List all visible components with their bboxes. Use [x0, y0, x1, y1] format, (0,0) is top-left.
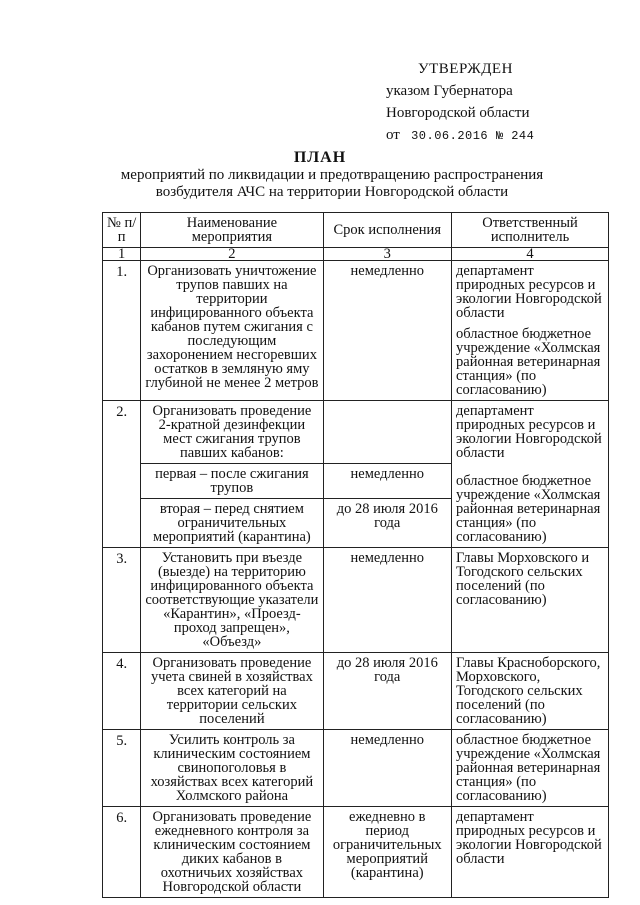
row-responsible [452, 653, 609, 730]
plan-subtitle [0, 167, 640, 201]
row-responsible [452, 401, 609, 548]
responsible-entry: областное бюджетное учреждение «Холмская районная ветеринарная станция» (по согласованию) [456, 326, 601, 398]
header-responsible: Ответственный исполнитель [452, 213, 609, 248]
table-header-row [103, 213, 609, 248]
approval-date-line [386, 124, 534, 147]
row-number: 3. [103, 548, 141, 653]
column-numbers-row [103, 248, 609, 261]
row-responsible [452, 261, 609, 401]
row-activity: Организовать проведение ежедневного контроля за клиническим состоянием диких кабанов в охотничьих хозяйствах Новгородской области [141, 807, 323, 898]
row-responsible [452, 548, 609, 653]
responsible-entry: Главы Красноборского, Морховского, Тогодского сельских поселений (по согласованию) [456, 655, 601, 727]
header-num: № п/п [103, 213, 141, 248]
row-deadline [323, 401, 452, 464]
approval-block [386, 58, 534, 147]
table-row [103, 807, 609, 898]
table-row [103, 653, 609, 730]
plan-subtitle-line-2: возбудителя АЧС на территории Новгородской области [155, 184, 509, 200]
responsible-entry: областное бюджетное учреждение «Холмская районная ветеринарная станция» (по согласованию) [456, 732, 601, 804]
approval-from: от [386, 127, 400, 143]
row-deadline: ежедневно в период ограничительных мероприятий (карантина) [323, 807, 452, 898]
row-number: 2. [103, 401, 141, 548]
plan-subtitle-line-1: мероприятий по ликвидации и предотвращению распространения [120, 167, 544, 183]
subrow-activity: первая – после сжигания трупов [141, 464, 323, 499]
table-row [103, 548, 609, 653]
row-deadline: немедленно [323, 730, 452, 807]
row-deadline: немедленно [323, 548, 452, 653]
row-activity: Установить при въезде (выезде) на территорию инфицированного объекта соответствующие указатели «Карантин», «Проезд-проход запрещен», «Объезд» [141, 548, 323, 653]
row-activity: Усилить контроль за клиническим состоянием свинопоголовья в хозяйствах всех категорий Холмского района [141, 730, 323, 807]
responsible-entry: департамент природных ресурсов и экологии Новгородской области [456, 403, 602, 461]
column-number: 4 [452, 248, 609, 261]
table-row [103, 401, 609, 464]
responsible-entry: департамент природных ресурсов и экологии Новгородской области [456, 809, 602, 867]
plan-title: ПЛАН [293, 149, 347, 166]
row-activity: Организовать уничтожение трупов павших на территории инфицированного объекта кабанов путем сжигания с последующим захоронением несгоревших остатков в земляную яму глубиной не менее 2 метров [141, 261, 323, 401]
approval-line-1: указом Губернатора [386, 83, 513, 99]
approval-line-2: Новгородской области [386, 105, 530, 121]
row-number: 6. [103, 807, 141, 898]
header-deadline: Срок исполнения [323, 213, 452, 248]
row-deadline: немедленно [323, 261, 452, 401]
column-number: 3 [323, 248, 452, 261]
subrow-activity: вторая – перед снятием ограничительных мероприятий (карантина) [141, 499, 323, 548]
row-responsible [452, 730, 609, 807]
row-responsible [452, 807, 609, 898]
header-activity: Наименование мероприятия [141, 213, 323, 248]
approval-date-number: 30.06.2016 № 244 [411, 129, 535, 143]
table-row [103, 261, 609, 401]
responsible-entry: областное бюджетное учреждение «Холмская районная ветеринарная станция» (по согласованию) [456, 473, 601, 545]
subrow-deadline: немедленно [323, 464, 452, 499]
responsible-entry: департамент природных ресурсов и экологии Новгородской области [456, 263, 602, 321]
row-number: 1. [103, 261, 141, 401]
table-row [103, 730, 609, 807]
row-activity: Организовать проведение 2-кратной дезинфекции мест сжигания трупов павших кабанов: [141, 401, 323, 464]
plan-table [102, 212, 609, 898]
row-activity: Организовать проведение учета свиней в хозяйствах всех категорий на территории сельских поселений [141, 653, 323, 730]
row-number: 4. [103, 653, 141, 730]
approval-title: УТВЕРЖДЕН [418, 61, 513, 77]
column-number: 2 [141, 248, 323, 261]
subrow-deadline: до 28 июля 2016 года [323, 499, 452, 548]
row-number: 5. [103, 730, 141, 807]
column-number: 1 [103, 248, 141, 261]
responsible-entry: Главы Морховского и Тогодского сельских поселений (по согласованию) [456, 550, 590, 608]
row-deadline: до 28 июля 2016 года [323, 653, 452, 730]
